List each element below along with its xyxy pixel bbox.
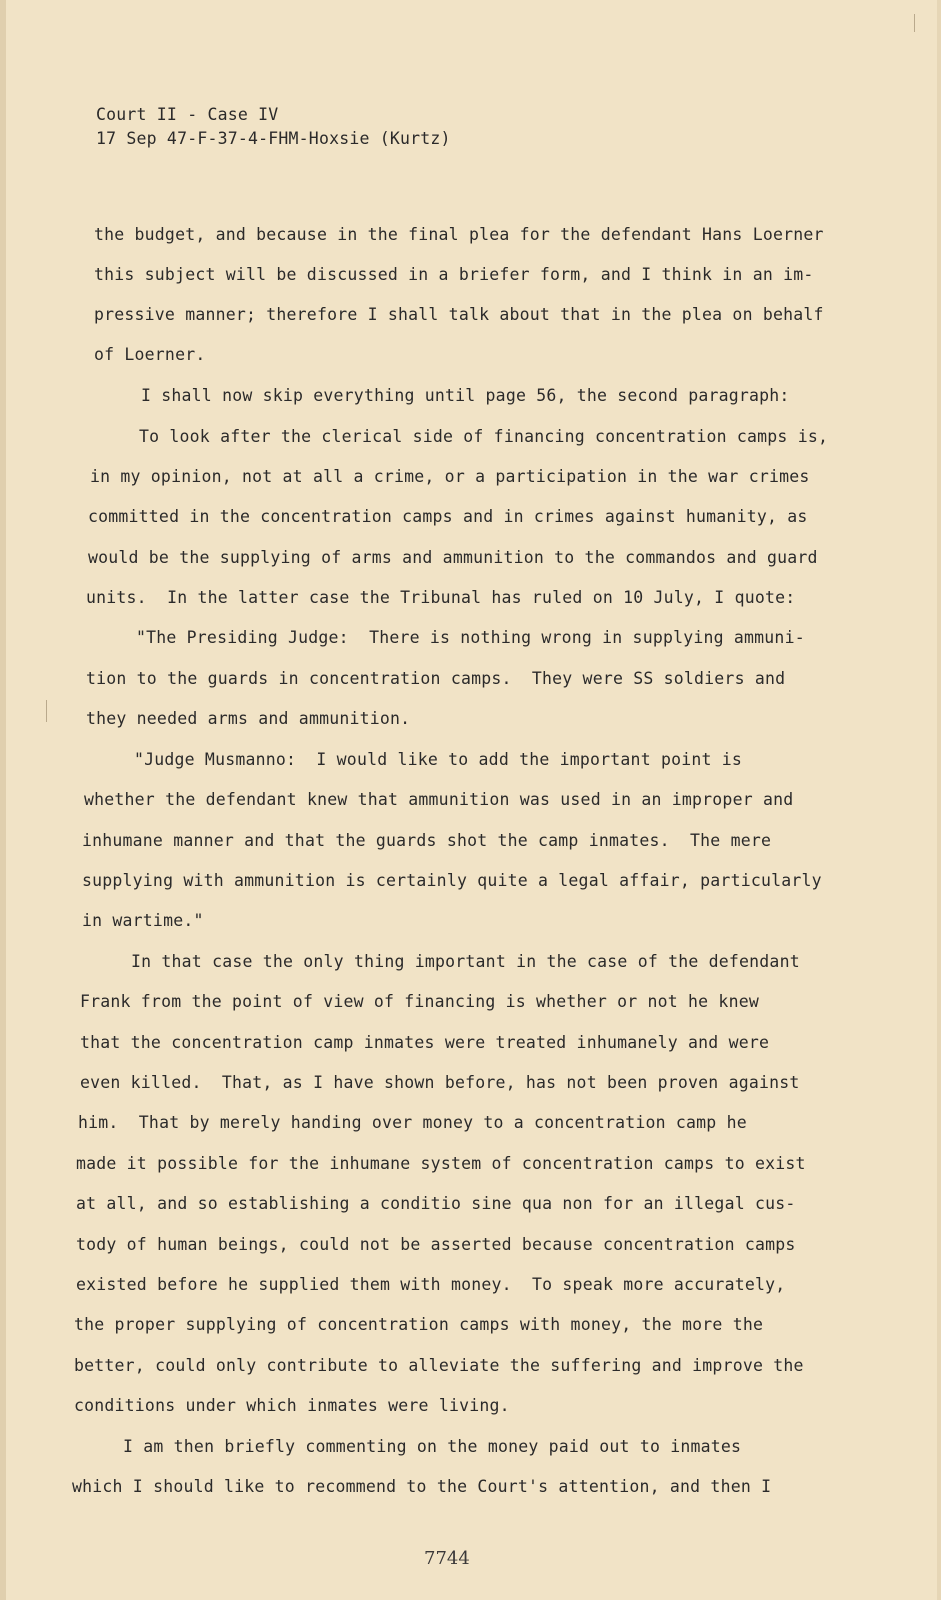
body-line: tody of human beings, could not be asserted because concentration camps [76, 1235, 796, 1254]
body-line: "The Presiding Judge: There is nothing wrong in supplying ammuni- [136, 628, 805, 647]
body-line: in wartime." [82, 911, 204, 930]
body-line: made it possible for the inhumane system of concentration camps to exist [76, 1154, 806, 1173]
body-line: units. In the latter case the Tribunal has ruled on 10 July, I quote: [86, 588, 796, 607]
body-line: the proper supplying of concentration camps with money, the more the [74, 1315, 764, 1334]
body-line: even killed. That, as I have shown before, has not been proven against [80, 1073, 800, 1092]
body-line: which I should like to recommend to the Court's attention, and then I [72, 1477, 772, 1496]
body-line: I am then briefly commenting on the money paid out to inmates [123, 1437, 742, 1456]
body-line: existed before he supplied them with money. To speak more accurately, [76, 1275, 786, 1294]
body-line: in my opinion, not at all a crime, or a participation in the war crimes [90, 467, 810, 486]
body-line: that the concentration camp inmates were treated inhumanely and were [80, 1033, 770, 1052]
body-line: would be the supplying of arms and ammunition to the commandos and guard [88, 548, 818, 567]
body-line: In that case the only thing important in the case of the defendant [131, 952, 800, 971]
body-line: conditions under which inmates were living. [74, 1396, 510, 1415]
body-line: the budget, and because in the final plea for the defendant Hans Loerner [94, 225, 824, 244]
body-line: whether the defendant knew that ammunition was used in an improper and [84, 790, 794, 809]
paper-mark [914, 14, 915, 32]
body-line: him. That by merely handing over money to a concentration camp he [78, 1113, 747, 1132]
body-line: To look after the clerical side of financing concentration camps is, [139, 427, 829, 446]
body-line: pressive manner; therefore I shall talk about that in the plea on behalf [94, 305, 824, 324]
body-line: supplying with ammunition is certainly quite a legal affair, particularly [82, 871, 822, 890]
body-line: this subject will be discussed in a briefer form, and I think in an im- [94, 265, 814, 284]
body-line: I shall now skip everything until page 56, the second paragraph: [141, 386, 790, 405]
body-line: of Loerner. [94, 345, 206, 364]
body-line: "Judge Musmanno: I would like to add the important point is [134, 750, 743, 769]
body-line: Frank from the point of view of financing is whether or not he knew [80, 992, 759, 1011]
header-date-line: 17 Sep 47-F-37-4-FHM-Hoxsie (Kurtz) [96, 129, 451, 148]
header-case-line: Court II - Case IV [96, 105, 279, 124]
body-line: better, could only contribute to alleviate the suffering and improve the [74, 1356, 804, 1375]
paper-mark [46, 700, 47, 722]
body-line: they needed arms and ammunition. [86, 709, 411, 728]
body-line: inhumane manner and that the guards shot the camp inmates. The mere [82, 831, 772, 850]
body-line: committed in the concentration camps and in crimes against humanity, as [88, 507, 808, 526]
body-line: at all, and so establishing a conditio sine qua non for an illegal cus- [76, 1194, 796, 1213]
page-number: 7744 [424, 1548, 470, 1569]
body-line: tion to the guards in concentration camps. They were SS soldiers and [86, 669, 786, 688]
